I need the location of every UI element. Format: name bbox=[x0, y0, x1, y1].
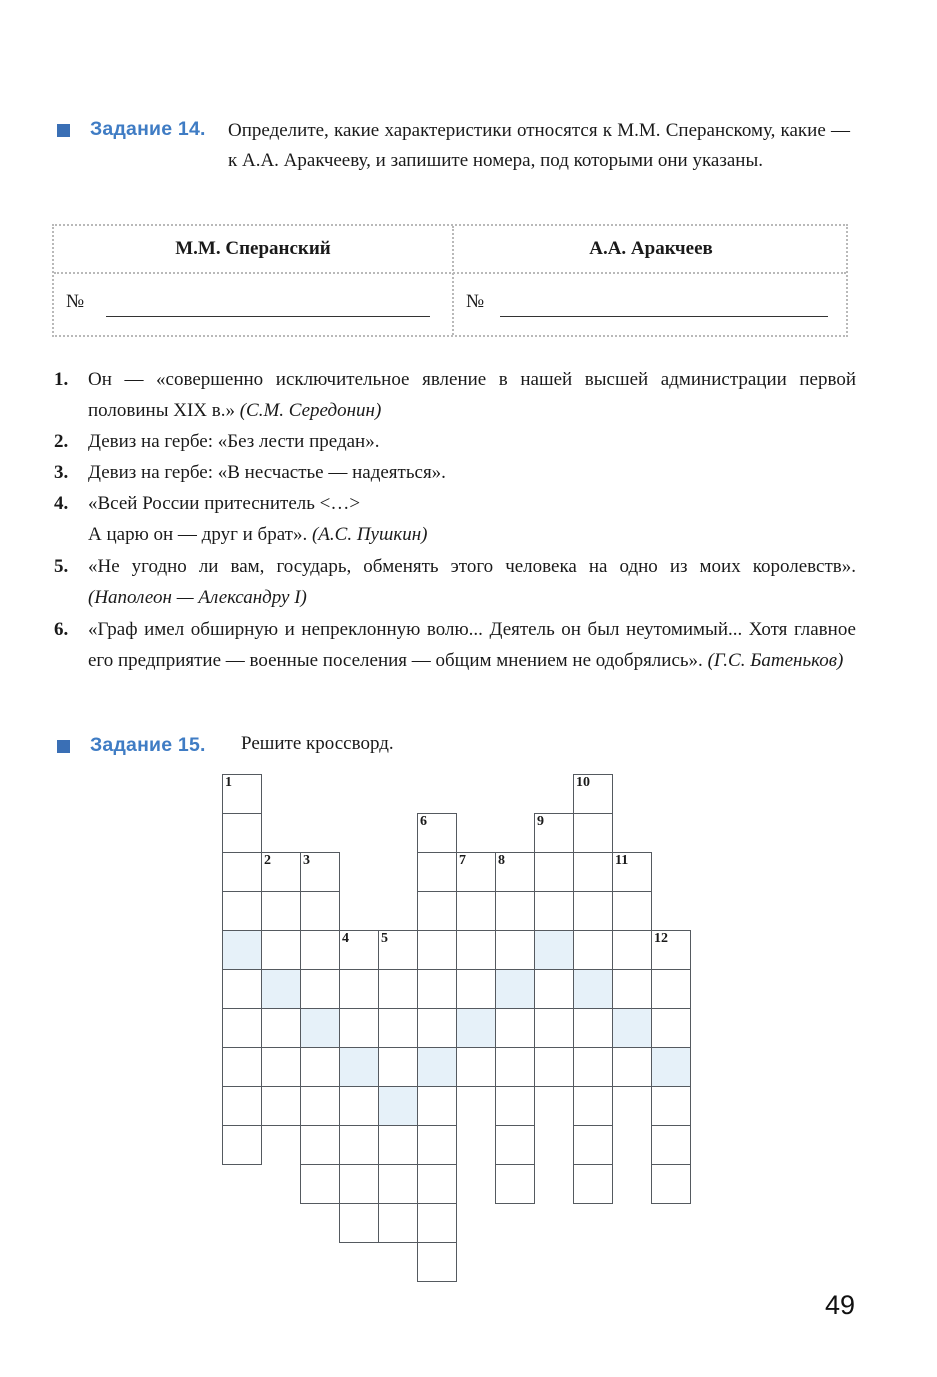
crossword-cell[interactable] bbox=[417, 813, 457, 853]
list-item-2 bbox=[54, 426, 854, 457]
crossword-cell[interactable] bbox=[261, 1008, 301, 1048]
crossword-cell[interactable] bbox=[651, 1008, 691, 1048]
crossword-cell[interactable] bbox=[339, 1164, 379, 1204]
crossword-cell[interactable] bbox=[222, 969, 262, 1009]
crossword-cell[interactable] bbox=[417, 1203, 457, 1243]
crossword-cell[interactable] bbox=[651, 1047, 691, 1087]
crossword-cell[interactable] bbox=[300, 1125, 340, 1165]
crossword-cell[interactable] bbox=[573, 1047, 613, 1087]
item-text: «Граф имел обширную и непреклонную волю... Деятель он был неутомимый... Хотя главное его предприятие — военные поселения — общим мнением не одобрялись». (Г.С. Батеньков) bbox=[88, 619, 856, 671]
crossword-cell[interactable] bbox=[339, 1086, 379, 1126]
crossword-cell[interactable] bbox=[378, 1125, 418, 1165]
clue-number: 8 bbox=[498, 853, 505, 868]
item-number: 4. bbox=[54, 493, 69, 514]
task-14-instructions: Определите, какие характеристики относятся к М.М. Сперанскому, какие — к А.А. Аракчееву, и запишите номера, под которыми они указаны. bbox=[228, 120, 850, 171]
crossword-cell[interactable] bbox=[300, 1008, 340, 1048]
crossword-cell[interactable] bbox=[573, 774, 613, 814]
speransky-number-label: № bbox=[66, 291, 85, 312]
crossword-cell[interactable] bbox=[378, 969, 418, 1009]
crossword-cell[interactable] bbox=[222, 852, 262, 892]
crossword-cell[interactable] bbox=[417, 1008, 457, 1048]
item-number: 1. bbox=[54, 369, 69, 390]
crossword-cell[interactable] bbox=[651, 969, 691, 1009]
crossword-cell[interactable] bbox=[300, 1086, 340, 1126]
crossword-cell[interactable] bbox=[261, 930, 301, 970]
crossword-cell[interactable] bbox=[222, 891, 262, 931]
crossword-cell[interactable] bbox=[612, 930, 652, 970]
item-source: (Г.С. Батеньков) bbox=[707, 650, 844, 671]
crossword-cell[interactable] bbox=[339, 1203, 379, 1243]
square-bullet-icon bbox=[57, 740, 70, 753]
crossword-cell[interactable] bbox=[417, 1047, 457, 1087]
crossword-cell[interactable] bbox=[495, 1086, 535, 1126]
crossword-cell[interactable] bbox=[261, 969, 301, 1009]
crossword-cell[interactable] bbox=[339, 930, 379, 970]
arakcheev-number-label: № bbox=[466, 291, 485, 312]
crossword-cell[interactable] bbox=[378, 930, 418, 970]
crossword-cell[interactable] bbox=[534, 852, 574, 892]
crossword-cell[interactable] bbox=[300, 891, 340, 931]
crossword-cell[interactable] bbox=[339, 1125, 379, 1165]
clue-number: 4 bbox=[342, 931, 349, 946]
crossword-cell[interactable] bbox=[222, 813, 262, 853]
speransky-answer-field[interactable] bbox=[106, 316, 430, 317]
header-speransky: М.М. Сперанский bbox=[175, 238, 331, 259]
crossword-cell[interactable] bbox=[300, 969, 340, 1009]
crossword-cell[interactable] bbox=[417, 969, 457, 1009]
crossword-cell[interactable] bbox=[456, 852, 496, 892]
crossword-cell[interactable] bbox=[495, 969, 535, 1009]
crossword-cell[interactable] bbox=[417, 1086, 457, 1126]
crossword-cell[interactable] bbox=[651, 1125, 691, 1165]
crossword-cell[interactable] bbox=[378, 1203, 418, 1243]
crossword-cell[interactable] bbox=[300, 1047, 340, 1087]
crossword-cell[interactable] bbox=[573, 852, 613, 892]
crossword-cell[interactable] bbox=[612, 1047, 652, 1087]
clue-number: 9 bbox=[537, 814, 544, 829]
crossword-cell[interactable] bbox=[495, 1008, 535, 1048]
clue-number: 6 bbox=[420, 814, 427, 829]
list-item-3 bbox=[54, 457, 854, 488]
item-number: 2. bbox=[54, 431, 69, 452]
crossword-cell[interactable] bbox=[573, 813, 613, 853]
crossword-cell[interactable] bbox=[417, 1242, 457, 1282]
header-arakcheev: А.А. Аракчеев bbox=[589, 238, 713, 259]
crossword-cell[interactable] bbox=[573, 891, 613, 931]
crossword-cell[interactable] bbox=[300, 930, 340, 970]
item-number: 3. bbox=[54, 462, 69, 483]
crossword-cell[interactable] bbox=[261, 852, 301, 892]
crossword-cell[interactable] bbox=[417, 930, 457, 970]
crossword-cell[interactable] bbox=[573, 930, 613, 970]
crossword-cell[interactable] bbox=[612, 891, 652, 931]
item-number: 5. bbox=[54, 556, 69, 577]
crossword-cell[interactable] bbox=[339, 1047, 379, 1087]
crossword-cell[interactable] bbox=[495, 852, 535, 892]
clue-number: 7 bbox=[459, 853, 466, 868]
task-15-instructions: Решите кроссворд. bbox=[241, 733, 394, 754]
crossword-cell[interactable] bbox=[300, 1164, 340, 1204]
crossword-cell[interactable] bbox=[222, 1047, 262, 1087]
crossword-cell[interactable] bbox=[222, 1125, 262, 1165]
crossword-cell[interactable] bbox=[612, 969, 652, 1009]
crossword-cell[interactable] bbox=[378, 1086, 418, 1126]
square-bullet-icon bbox=[57, 124, 70, 137]
crossword-cell[interactable] bbox=[573, 1164, 613, 1204]
item-text: Девиз на гербе: «В несчастье — надеяться». bbox=[88, 462, 446, 483]
clue-number: 5 bbox=[381, 931, 388, 946]
crossword-cell[interactable] bbox=[651, 1164, 691, 1204]
crossword-cell[interactable] bbox=[417, 1125, 457, 1165]
list-item-6 bbox=[54, 614, 854, 707]
task-15-label: Задание 15. bbox=[90, 734, 206, 756]
crossword-cell[interactable] bbox=[261, 891, 301, 931]
item-number: 6. bbox=[54, 619, 69, 640]
clue-number: 12 bbox=[654, 931, 668, 946]
clue-number: 1 bbox=[225, 775, 232, 790]
item-source: (А.С. Пушкин) bbox=[311, 524, 428, 545]
crossword-cell[interactable] bbox=[261, 1047, 301, 1087]
crossword-cell[interactable] bbox=[417, 1164, 457, 1204]
crossword-cell[interactable] bbox=[456, 891, 496, 931]
page-number: 49 bbox=[825, 1290, 856, 1320]
item-text: «Не угодно ли вам, государь, обменять этого человека на одно из моих королевств». (Наполеон — Александру I) bbox=[88, 556, 856, 608]
crossword-cell[interactable] bbox=[651, 1086, 691, 1126]
crossword-cell[interactable] bbox=[222, 1008, 262, 1048]
crossword-cell[interactable] bbox=[456, 930, 496, 970]
crossword-cell[interactable] bbox=[651, 930, 691, 970]
item-text: «Всей России притеснитель <…> А царю он — друг и брат». (А.С. Пушкин) bbox=[88, 493, 428, 545]
crossword-cell[interactable] bbox=[456, 969, 496, 1009]
task-14-header bbox=[57, 118, 206, 141]
crossword-cell[interactable] bbox=[222, 1086, 262, 1126]
crossword-cell[interactable] bbox=[495, 1047, 535, 1087]
crossword-cell[interactable] bbox=[222, 930, 262, 970]
clue-number: 3 bbox=[303, 853, 310, 868]
clue-number: 2 bbox=[264, 853, 271, 868]
crossword-cell[interactable] bbox=[534, 891, 574, 931]
crossword-cell[interactable] bbox=[495, 930, 535, 970]
crossword-cell[interactable] bbox=[417, 891, 457, 931]
answer-table bbox=[52, 224, 848, 337]
table-row-divider bbox=[54, 272, 846, 274]
list-item-5 bbox=[54, 551, 854, 613]
clue-number: 11 bbox=[615, 853, 629, 868]
list-item-4 bbox=[54, 488, 854, 550]
crossword-cell[interactable] bbox=[534, 1047, 574, 1087]
clue-number: 10 bbox=[576, 775, 590, 790]
task-14-label: Задание 14. bbox=[90, 118, 206, 140]
crossword-cell[interactable] bbox=[612, 852, 652, 892]
list-item-1 bbox=[54, 364, 854, 426]
crossword-cell[interactable] bbox=[534, 969, 574, 1009]
crossword-cell[interactable] bbox=[534, 813, 574, 853]
crossword-cell[interactable] bbox=[534, 1008, 574, 1048]
arakcheev-answer-field[interactable] bbox=[500, 316, 828, 317]
crossword-cell[interactable] bbox=[495, 891, 535, 931]
crossword-cell[interactable] bbox=[612, 1008, 652, 1048]
crossword-cell[interactable] bbox=[339, 1008, 379, 1048]
crossword-cell[interactable] bbox=[573, 1086, 613, 1126]
crossword-cell[interactable] bbox=[261, 1086, 301, 1126]
crossword-cell[interactable] bbox=[495, 1164, 535, 1204]
crossword-cell[interactable] bbox=[300, 852, 340, 892]
crossword-cell[interactable] bbox=[378, 1164, 418, 1204]
crossword-cell[interactable] bbox=[573, 1008, 613, 1048]
crossword-cell[interactable] bbox=[456, 1047, 496, 1087]
crossword-cell[interactable] bbox=[456, 1008, 496, 1048]
item-text: Девиз на гербе: «Без лести предан». bbox=[88, 431, 380, 452]
item-source: (Наполеон — Александру I) bbox=[88, 587, 307, 608]
crossword-cell[interactable] bbox=[573, 1125, 613, 1165]
crossword-cell[interactable] bbox=[378, 1008, 418, 1048]
crossword-cell[interactable] bbox=[534, 930, 574, 970]
crossword-cell[interactable] bbox=[495, 1125, 535, 1165]
item-text: Он — «совершенно исключительное явление в нашей высшей администрации первой половины XIX в.» (С.М. Середонин) bbox=[88, 369, 856, 421]
crossword-cell[interactable] bbox=[417, 852, 457, 892]
crossword-cell[interactable] bbox=[378, 1047, 418, 1087]
crossword-cell[interactable] bbox=[573, 969, 613, 1009]
task-15-header bbox=[57, 734, 206, 757]
crossword-cell[interactable] bbox=[222, 774, 262, 814]
item-source: (С.М. Середонин) bbox=[239, 400, 382, 421]
crossword-cell[interactable] bbox=[339, 969, 379, 1009]
